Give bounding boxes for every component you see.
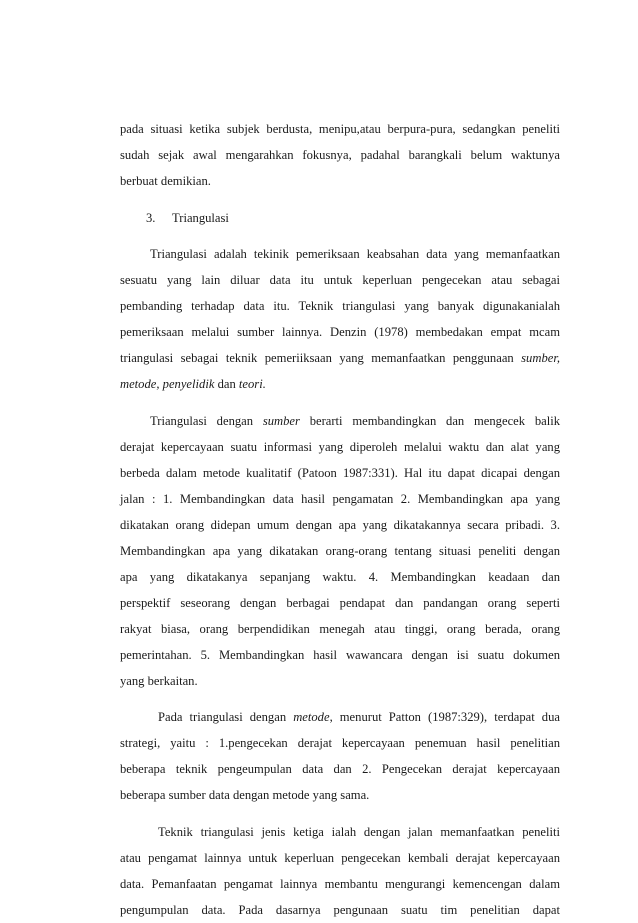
text-line: apa yang dikatakanya sepanjang waktu. 4. Membandingkan keadaan dan [120,569,560,584]
text-line: pemeriksaan melalui sumber lainnya. Denzin (1978) membedakan empat mcam [120,325,560,339]
intro-paragraph [120,116,560,194]
text-line: data. Pemanfaatan pengamat lainnya membantu mengurangi kemencengan dalam [120,876,560,891]
section-heading [120,205,560,231]
text-line: derajat kepercayaan suatu informasi yang diperoleh melalui waktu dan alat yang [120,439,560,454]
text-line: Membandingkan apa yang dikatakan orang-orang tentang situasi peneliti dengan [120,543,560,558]
text-line: beberapa teknik pengeumpulan data dan 2. Pengecekan derajat kepercayaan [120,762,560,776]
paragraph-metode [120,704,560,808]
text-line: pada situasi ketika subjek berdusta, menipu,atau berpura-pura, sedangkan peneliti [120,122,560,136]
text-line: perspektif seseorang dengan berbagai pendapat dan pandangan orang seperti [120,595,560,610]
text-span: triangulasi sebagai teknik pemeriiksaan yang memanfaatkan penggunaan [120,351,522,365]
italic-term: metode [293,710,330,724]
text-line: pengumpulan data. Pada dasarnya pengunaan suatu tim penelitian dapat [120,902,560,917]
text-line: Teknik triangulasi jenis ketiga ialah dengan jalan memanfaatkan peneliti [158,824,560,839]
text-line: Triangulasi adalah tekinik pemeriksaan keabsahan data yang memanfaatkan [150,247,560,261]
text-span: dan [214,377,239,391]
text-line: sudah sejak awal mengarahkan fokusnya, padahal barangkali belum waktunya [120,148,560,162]
text-line: sesuatu yang lain diluar data itu untuk keperluan pengecekan atau sebagai [120,273,560,287]
text-line: berbuat demikian. [120,174,211,188]
italic-term: sumber [262,413,300,428]
text-span: berarti membandingkan dan mengecek balik [299,413,560,428]
text-line: strategi, yaitu : 1.pengecekan derajat kepercayaan penemuan hasil penelitian [120,736,560,750]
heading-number: 3. [146,210,156,225]
italic-term: sumber, [521,351,560,365]
italic-term: teori. [238,377,266,391]
text-line: yang berkaitan. [120,673,198,688]
text-span: Triangulasi dengan [150,413,263,428]
text-line [120,408,560,434]
text-line: atau pengamat lainnya untuk keperluan pengecekan kembali derajat kepercayaan [120,850,560,865]
heading-title: Triangulasi [172,210,229,225]
text-line [120,704,560,730]
text-line [120,371,560,397]
paragraph-peneliti [120,819,560,923]
paragraph-sumber [120,408,560,694]
text-span: , menurut Patton (1987:329), terdapat dua [329,710,560,724]
italic-term: metode, penyelidik [120,377,215,391]
text-line: rakyat biasa, orang berpendidikan menegah atau tinggi, orang berada, orang [120,621,560,636]
paragraph-definition [120,241,560,397]
text-line: beberapa sumber data dengan metode yang sama. [120,788,370,802]
text-line: pembanding terhadap data itu. Teknik triangulasi yang banyak digunakanialah [120,299,560,313]
text-line: jalan : 1. Membandingkan data hasil pengamatan 2. Membandingkan apa yang [120,491,560,506]
text-line [120,345,560,371]
text-line: pemerintahan. 5. Membandingkan hasil wawancara dengan isi suatu dokumen [120,647,560,662]
text-span: Pada triangulasi dengan [158,710,294,724]
text-line: berbeda dalam metode kualitatif (Patoon 1987:331). Hal itu dapat dicapai dengan [120,465,560,480]
text-line: dikatakan orang didepan umum dengan apa yang dikatakannya secara pribadi. 3. [120,517,560,532]
document-page [120,116,560,923]
